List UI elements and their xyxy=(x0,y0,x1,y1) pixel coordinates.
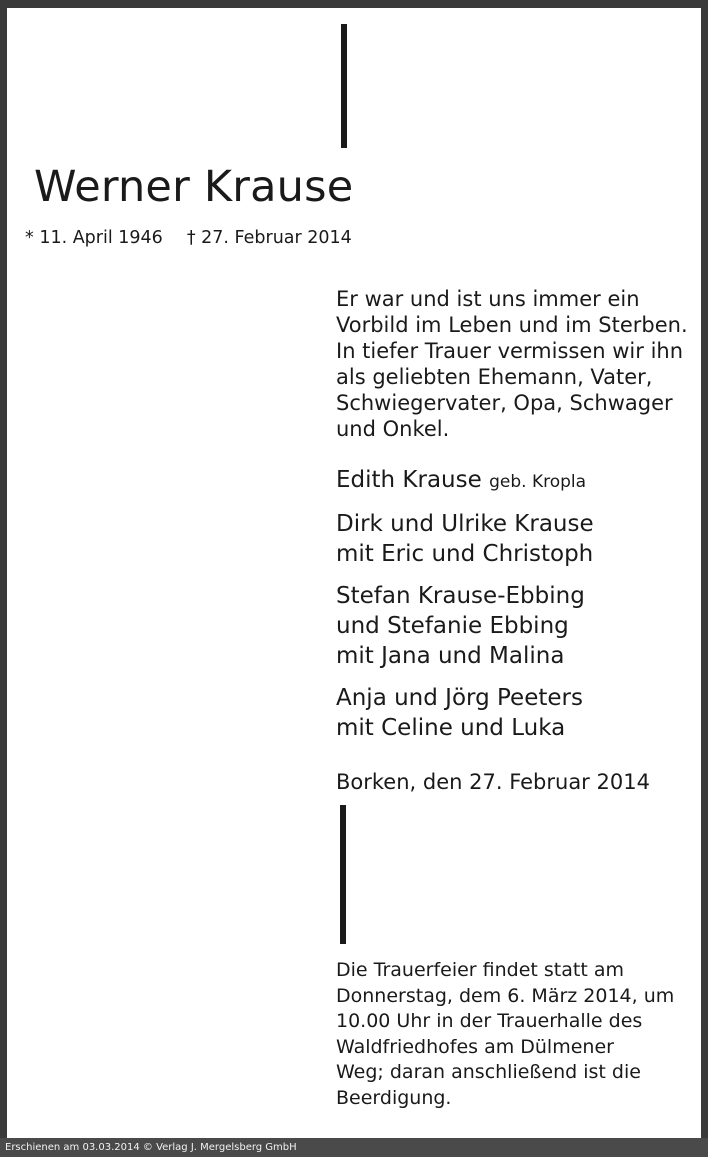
mourner-group xyxy=(336,683,701,743)
death-date: † 27. Februar 2014 xyxy=(186,228,352,248)
service-line: Die Trauerfeier findet statt am xyxy=(336,959,624,981)
mourner-line: mit Jana und Malina xyxy=(336,643,565,669)
mourner-line: mit Eric und Christoph xyxy=(336,541,594,567)
verse-line: Vorbild im Leben und im Sterben. xyxy=(336,313,688,337)
mourner-group xyxy=(336,581,701,671)
deceased-name: Werner Krause xyxy=(34,162,354,212)
verse-line: Er war und ist uns immer ein xyxy=(336,287,640,311)
verse-line: Schwiegervater, Opa, Schwager xyxy=(336,391,673,415)
service-line: 10.00 Uhr in der Trauerhalle des xyxy=(336,1010,643,1032)
widow-maiden-name: geb. Kropla xyxy=(489,472,587,492)
publication-notice: Erschienen am 03.03.2014 © Verlag J. Mergelsberg GmbH xyxy=(5,1142,297,1153)
mourner-line: Stefan Krause-Ebbing xyxy=(336,583,585,609)
mourner-line: mit Celine und Luka xyxy=(336,715,566,741)
footer-bar xyxy=(0,1138,708,1157)
memorial-verse xyxy=(336,286,701,442)
widow-name: Edith Krause xyxy=(336,467,482,493)
verse-line: In tiefer Trauer vermissen wir ihn xyxy=(336,339,684,363)
service-line: Weg; daran anschließend ist die xyxy=(336,1061,641,1083)
life-dates xyxy=(25,226,352,250)
mourner-line: und Stefanie Ebbing xyxy=(336,613,569,639)
mourner-line: Dirk und Ulrike Krause xyxy=(336,511,594,537)
birth-date: * 11. April 1946 xyxy=(25,228,163,248)
mourner-line: Anja und Jörg Peeters xyxy=(336,685,583,711)
mourner-widow xyxy=(336,465,701,497)
verse-line: und Onkel. xyxy=(336,417,450,441)
middle-vertical-rule xyxy=(340,805,346,944)
mourners-list xyxy=(336,465,701,755)
top-vertical-rule xyxy=(341,24,347,148)
funeral-service-info xyxy=(336,958,701,1111)
verse-line: als geliebten Ehemann, Vater, xyxy=(336,365,653,389)
service-line: Beerdigung. xyxy=(336,1086,452,1109)
service-line: Donnerstag, dem 6. März 2014, um xyxy=(336,984,675,1007)
service-line: Waldfriedhofes am Dülmener xyxy=(336,1035,614,1058)
place-and-date: Borken, den 27. Februar 2014 xyxy=(336,770,650,794)
mourner-group xyxy=(336,509,701,569)
